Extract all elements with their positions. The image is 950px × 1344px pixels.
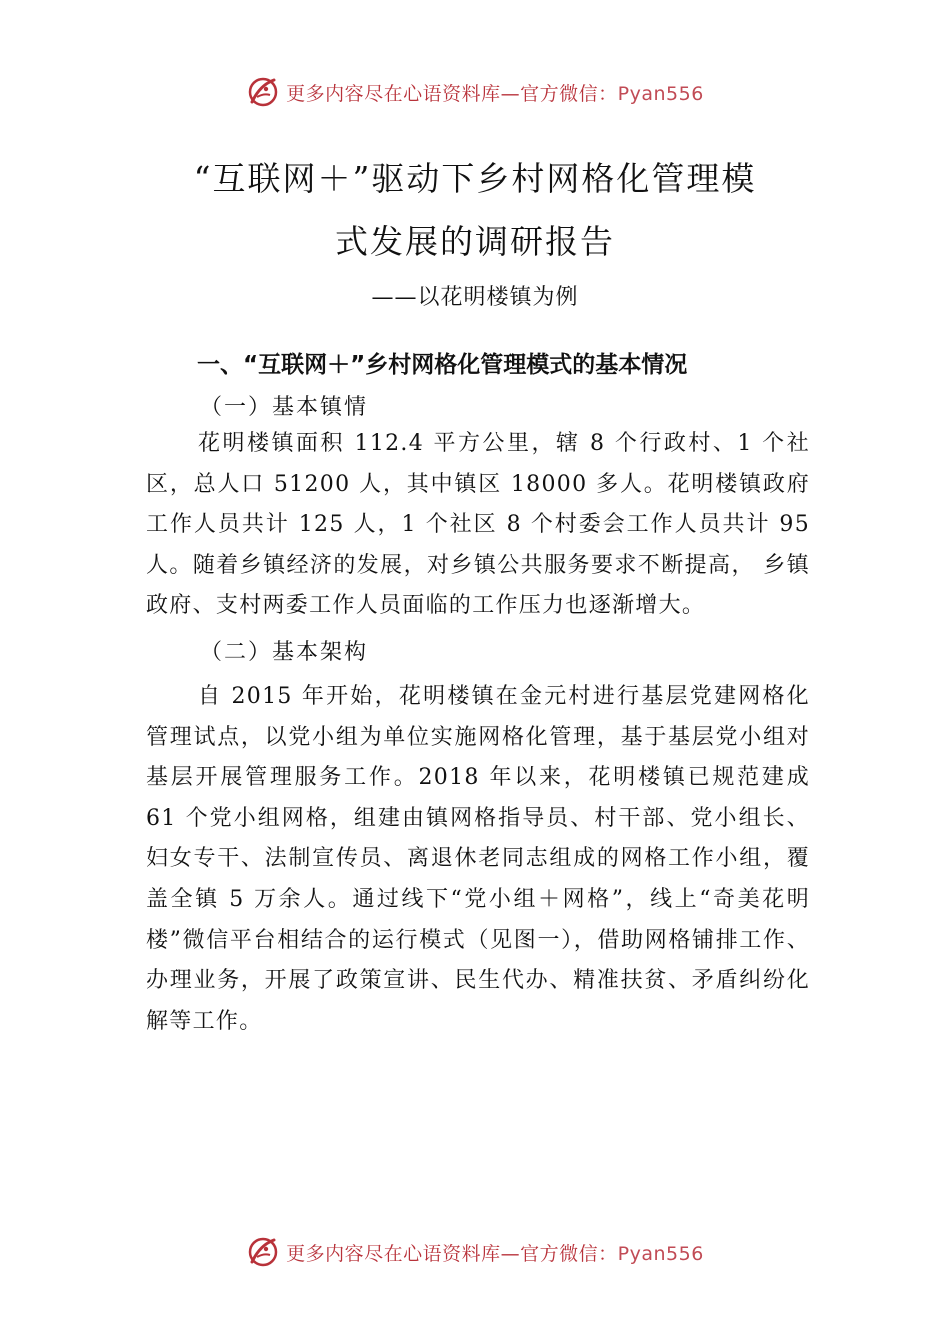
watermark-text	[286, 1239, 704, 1266]
paragraph-basic-town: 花明楼镇面积 112.4 平方公里，辖 8 个行政村、1 个社区，总人口 51200 人，其中镇区 18000 多人。花明楼镇政府工作人员共计 125 人，1 个社区 8 个村委会工作人员共计 95 人。随着乡镇经济的发展，对乡镇公共服务要求不断提高， 乡镇政府、支村两委工作人员面临的工作压力也逐渐增大。	[146, 431, 810, 619]
watermark-label: 更多内容尽在心语资料库—官方微信：	[286, 1242, 618, 1265]
subsection-heading-basic-structure: （二）基本架构	[200, 640, 369, 665]
footer-watermark-banner	[0, 1232, 950, 1272]
document-title-line2: 式发展的调研报告	[335, 222, 615, 261]
paragraph-basic-structure: 自 2015 年开始，花明楼镇在金元村进行基层党建网格化管理试点，以党小组为单位实施网格化管理，基于基层党小组对基层开展管理服务工作。2018 年以来，花明楼镇已规范建成 61 个党小组网格，组建由镇网格指导员、村干部、党小组长、妇女专干、法制宣传员、离退休老同志组成的网格工作小组，覆盖全镇 5 万余人。通过线下“党小组＋网格”，线上“奇美花明楼”微信平台相结合的运行模式（见图一），借助网格铺排工作、办理业务，开展了政策宣讲、民生代办、精准扶贫、矛盾纠纷化解等工作。	[146, 684, 810, 1034]
section-heading: 一、“互联网＋”乡村网格化管理模式的基本情况	[197, 352, 688, 378]
document-title-line1: “互联网＋”驱动下乡村网格化管理模	[193, 159, 757, 198]
wechat-handle: Pyan556	[617, 82, 704, 105]
brush-logo-icon	[246, 75, 280, 109]
document-subtitle: ——以花明楼镇为例	[371, 285, 579, 310]
subsection-heading-basic-town: （一）基本镇情	[200, 395, 369, 420]
brush-logo-icon	[246, 1235, 280, 1269]
watermark-text	[286, 79, 704, 106]
wechat-handle: Pyan556	[617, 1242, 704, 1265]
watermark-label: 更多内容尽在心语资料库—官方微信：	[286, 82, 618, 105]
header-watermark-banner	[0, 72, 950, 112]
